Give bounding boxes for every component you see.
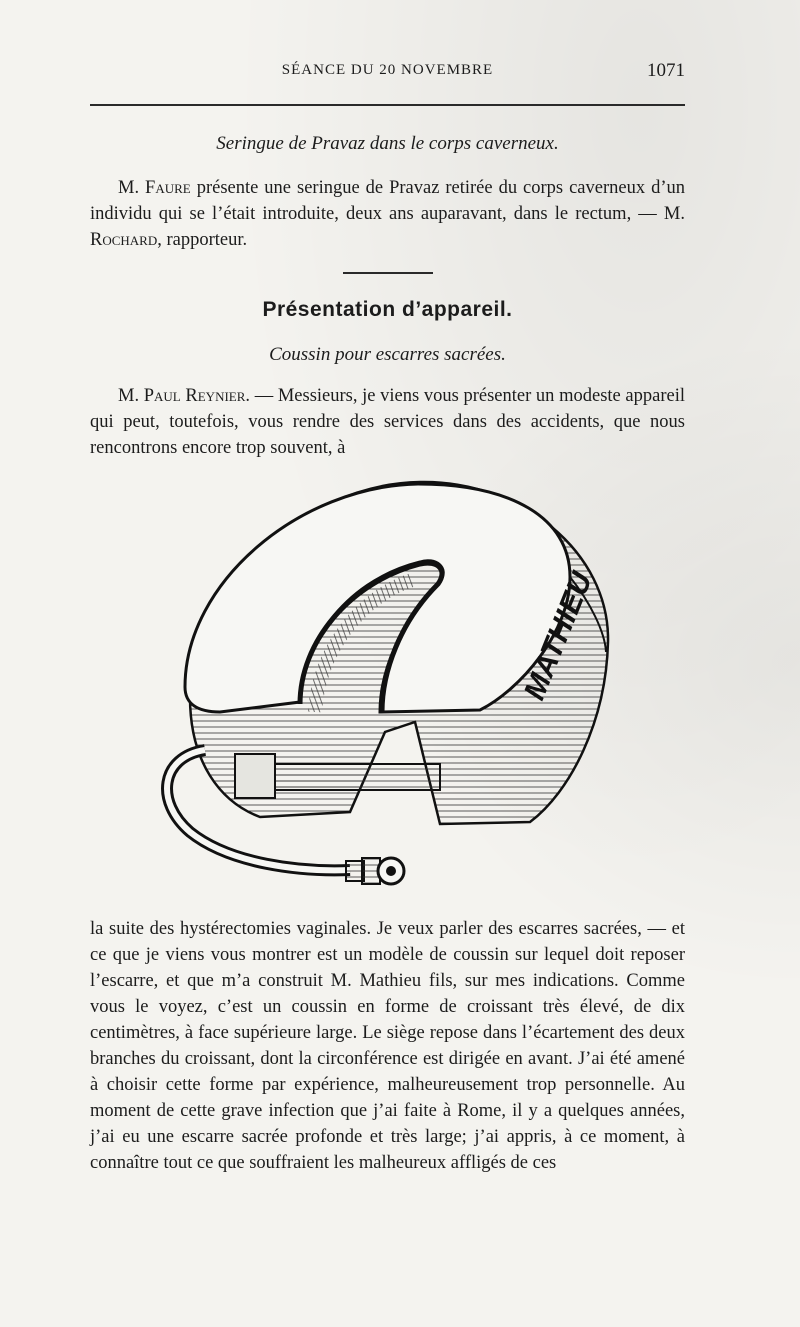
author-name-faure: Faure bbox=[145, 178, 191, 198]
author-name-rochard: Rochard bbox=[90, 230, 158, 250]
section2-paragraph-2: la suite des hystérectomies vaginales. Je veux parler des escarres sacrées, — et ce que je viens vous montrer est un modèle de coussin sur lequel doit reposer l’escarre, et que m’a construit M. Mathieu fils, sur mes indications. Comme vous le voyez, c’est un coussin en forme de croissant très élevé, de dix centimètres, à face supérieure large. Le siège repose dans l’écartement des deux branches du croissant, dont la circonférence est dirigée en avant. J’ai été amené à choisir cette forme par expérience, malheureusement trop personnelle. Au moment de cette grave infection que j’ai faite à Rome, il y a quelques années, j’ai eu une escarre sacrée profonde et très large; j’ai appris, à ce moment, à connaître tout ce que souffraient les malheureux affligés de ces bbox=[90, 919, 685, 1173]
page-number: 1071 bbox=[647, 60, 685, 81]
section1-subtitle: Seringue de Pravaz dans le corps caverneux. bbox=[216, 133, 559, 154]
section1-paragraph: M. Faure présente une seringue de Pravaz retirée du corps caverneux d’un individu qui se l’était introduite, deux ans auparavant, dans le rectum, — M. Rochard, rapporteur. bbox=[90, 178, 685, 250]
running-head bbox=[90, 62, 685, 88]
section2-title: Présentation d’appareil. bbox=[262, 298, 513, 321]
header-rule bbox=[90, 104, 685, 106]
section2-paragraph-1: M. Paul Reynier. — Messieurs, je viens vous présenter un modeste appareil qui peut, toutefois, vous rendre des services dans des accidents, que nous rencontrons encore trop souvent, à bbox=[90, 386, 685, 458]
author-name-reynier: Paul Reynier bbox=[143, 386, 246, 406]
cushion-illustration bbox=[150, 472, 620, 904]
section2-subtitle: Coussin pour escarres sacrées. bbox=[269, 344, 506, 365]
section-divider bbox=[343, 272, 433, 274]
cushion-label: MATHIEU bbox=[517, 567, 599, 705]
running-title: SÉANCE DU 20 NOVEMBRE bbox=[281, 62, 494, 78]
